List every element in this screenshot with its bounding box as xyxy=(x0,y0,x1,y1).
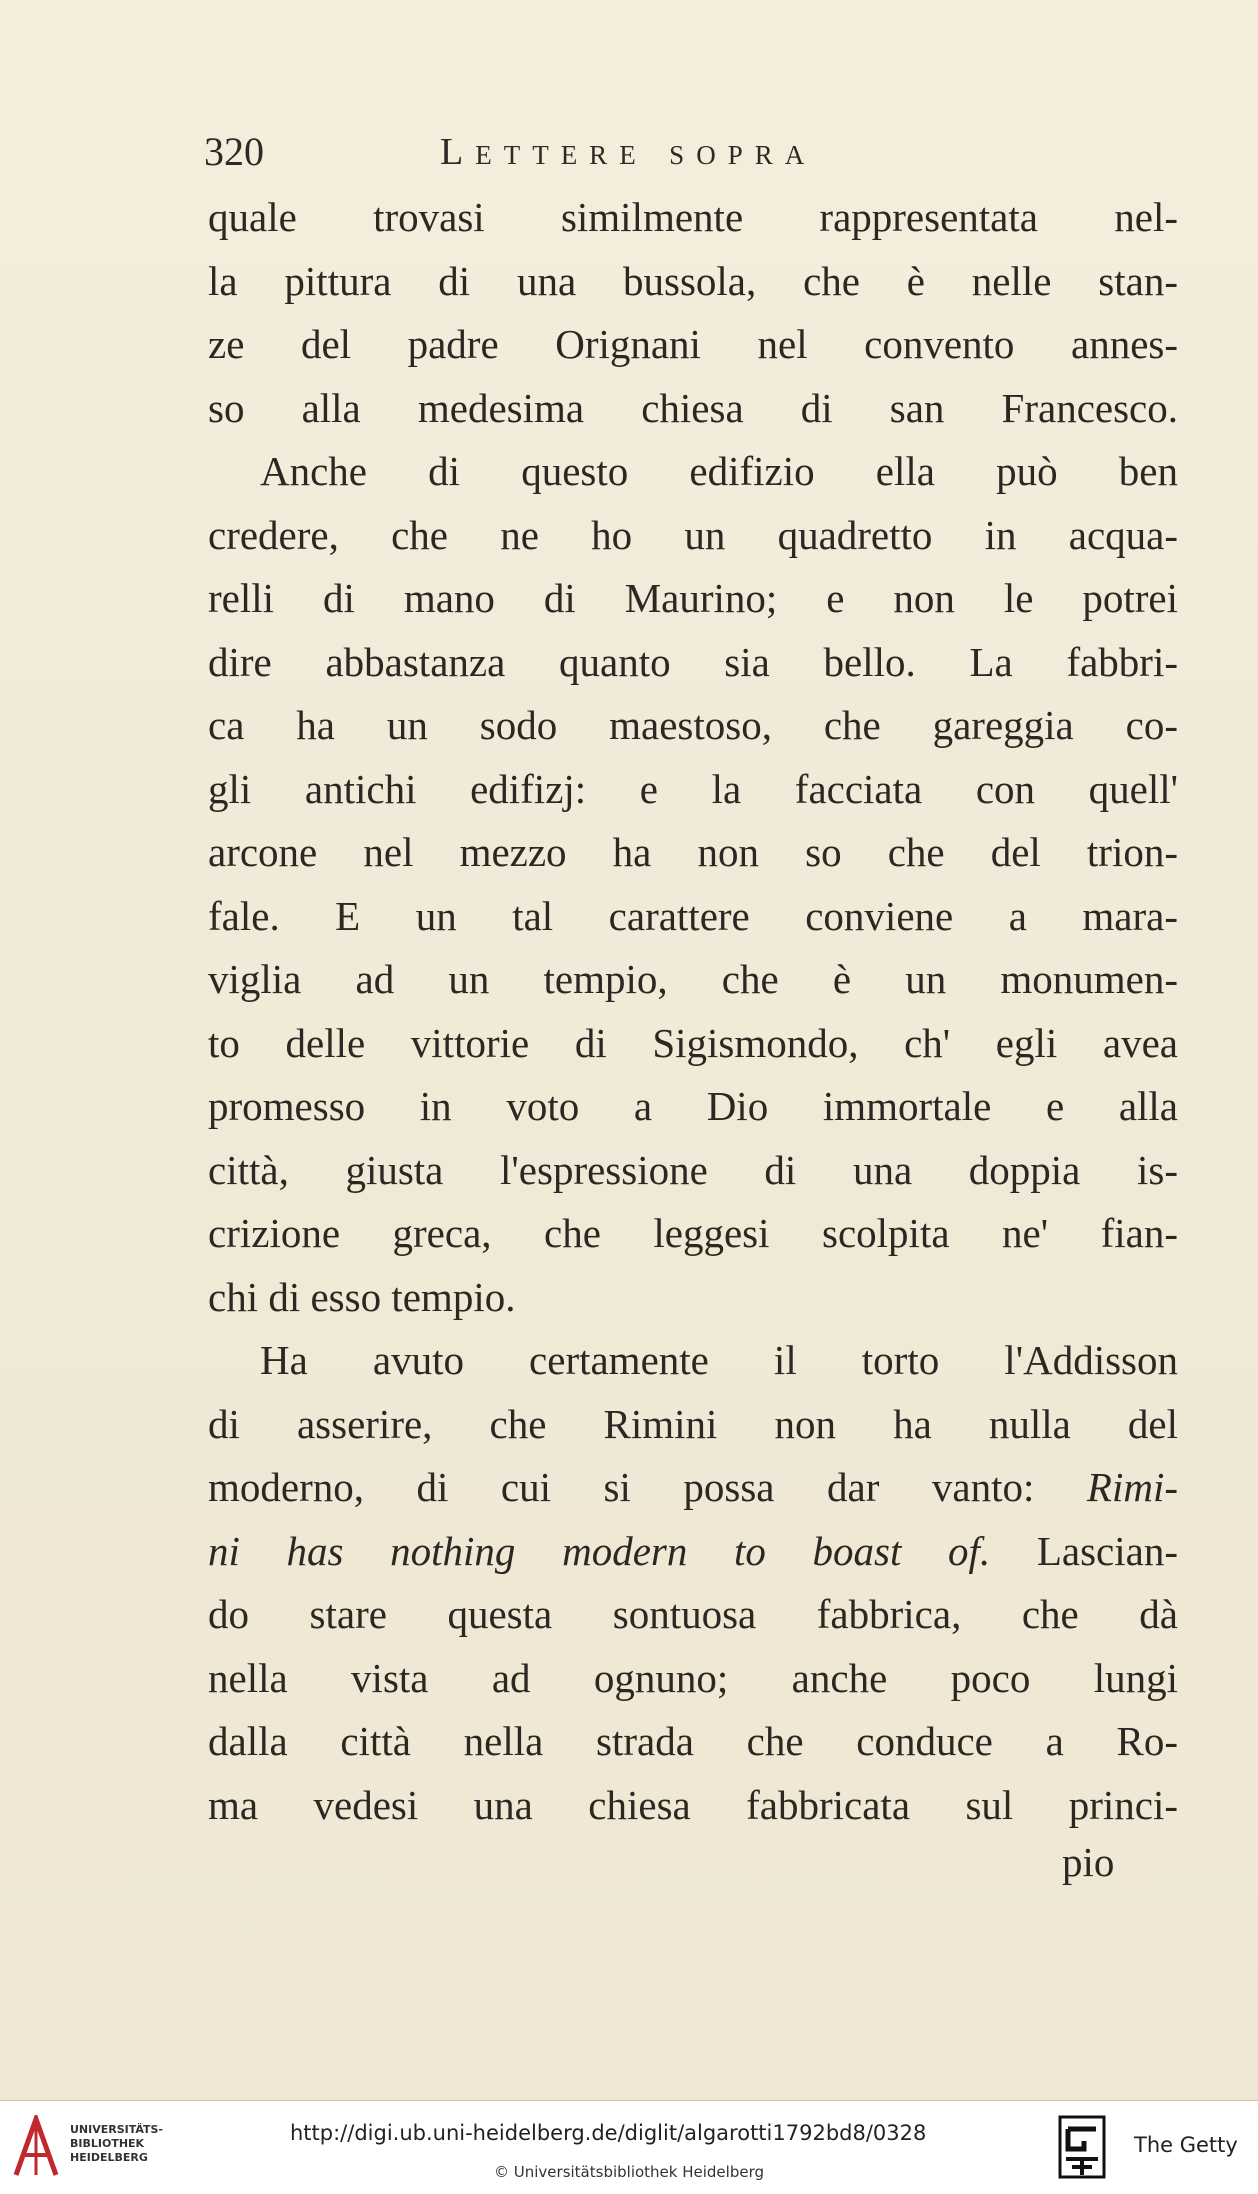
text-line: crizione greca, che leggesi scolpita ne' fian- xyxy=(208,1210,1178,1256)
text-line: la pittura di una bussola, che è nelle stan- xyxy=(208,257,1178,304)
text-line: credere, che ne ho un quadretto in acqua- xyxy=(208,511,1178,558)
text-line: dire abbastanza quanto sia bello. La fabbri- xyxy=(208,638,1178,685)
library-name xyxy=(70,2123,190,2165)
copyright-notice: © Universitätsbibliothek Heidelberg xyxy=(494,2163,765,2181)
permalink-url[interactable]: http://digi.ub.uni-heidelberg.de/diglit/algarotti1792bd8/0328 xyxy=(290,2121,927,2145)
getty-label: The Getty xyxy=(1134,2133,1238,2157)
text-line: chi di esso tempio. xyxy=(208,1273,516,1320)
text-line: ze del padre Orignani nel convento annes- xyxy=(208,321,1178,367)
text-line: to delle vittorie di Sigismondo, ch' egli avea xyxy=(208,1019,1178,1066)
text-line: nella vista ad ognuno; anche poco lungi xyxy=(208,1654,1178,1701)
text-line: so alla medesima chiesa di san Francesco. xyxy=(208,384,1178,431)
university-library-logo-icon xyxy=(12,2115,60,2179)
text-line: ca ha un sodo maestoso, che gareggia co- xyxy=(208,702,1178,748)
text-line: città, giusta l'espressione di una doppia is- xyxy=(208,1146,1178,1193)
text-line: Ha avuto certamente il torto l'Addisson xyxy=(260,1337,1178,1383)
text-line: quale trovasi similmente rappresentata nel- xyxy=(208,194,1178,240)
text-line xyxy=(208,1520,1178,1584)
text-segment: Lascian- xyxy=(1036,1527,1178,1574)
text-line: do stare questa sontuosa fabbrica, che dà xyxy=(208,1591,1178,1637)
italic-segment: ni has nothing modern to boast of. xyxy=(208,1527,991,1574)
catchword: pio xyxy=(1062,1839,1115,1885)
text-line: Anche di questo edifizio ella può ben xyxy=(260,448,1178,494)
body-text xyxy=(208,186,1178,1837)
text-line: relli di mano di Maurino; e non le potrei xyxy=(208,575,1178,621)
text-line: fale. E un tal carattere conviene a mara- xyxy=(208,892,1178,939)
text-line: dalla città nella strada che conduce a Ro- xyxy=(208,1718,1178,1764)
text-segment: moderno, di cui si possa dar vanto: xyxy=(208,1464,1035,1510)
text-line: ma vedesi una chiesa fabbricata sul princi- xyxy=(208,1781,1178,1828)
running-title: Lettere sopra xyxy=(440,131,817,173)
text-line: gli antichi edifizj: e la facciata con quell' xyxy=(208,765,1178,812)
page-number: 320 xyxy=(204,129,264,174)
italic-segment: Rimi- xyxy=(1086,1464,1179,1510)
text-line: arcone nel mezzo ha non so che del trion- xyxy=(208,829,1178,875)
library-name-line: HEIDELBERG xyxy=(70,2151,148,2164)
text-line: di asserire, che Rimini non ha nulla del xyxy=(208,1400,1178,1447)
library-name-line: UNIVERSITÄTS- xyxy=(70,2123,164,2136)
text-line: promesso in voto a Dio immortale e alla xyxy=(208,1083,1178,1129)
library-name-line: BIBLIOTHEK xyxy=(70,2137,145,2150)
getty-logo-icon xyxy=(1058,2115,1106,2179)
text-line xyxy=(208,1456,1178,1520)
text-line: viglia ad un tempio, che è un monumen- xyxy=(208,956,1178,1002)
viewer-footer xyxy=(0,2100,1258,2194)
page-header xyxy=(204,128,924,178)
